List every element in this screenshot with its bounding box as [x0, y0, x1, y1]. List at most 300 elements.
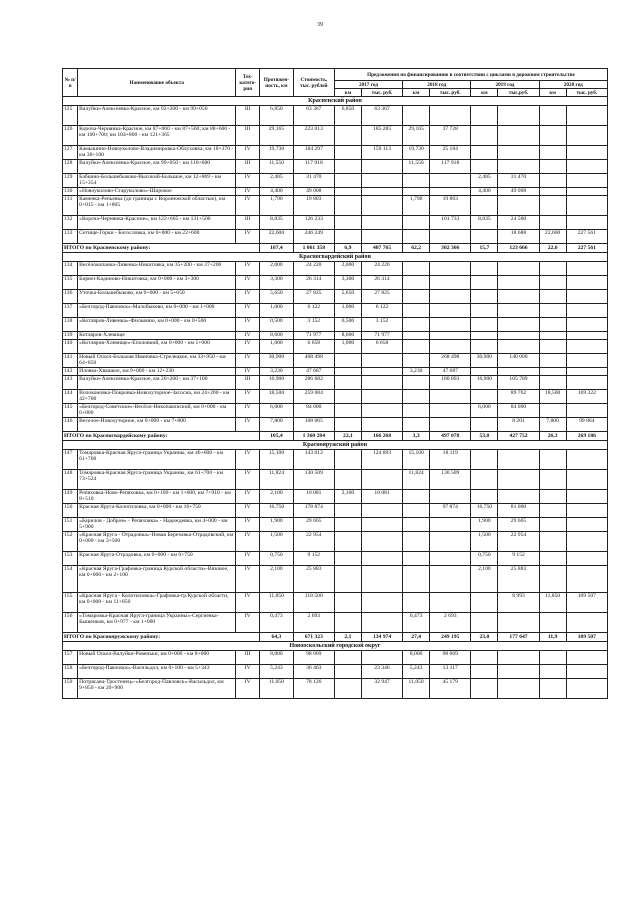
length-value: 1,000 [260, 340, 294, 354]
financing-y20r [566, 679, 607, 699]
financing-y18r [430, 332, 471, 340]
table-row [63, 188, 608, 196]
financing-y20km [539, 276, 566, 290]
financing-y17km [334, 146, 361, 160]
financing-y17r [361, 390, 402, 404]
object-name: Красная Яруга-Колотиловка, км 0+000 - км 16+750 [78, 504, 236, 518]
total-y17r: 407 765 [361, 244, 402, 253]
financing-y18r: 117 918 [430, 160, 471, 174]
financing-y20km [539, 613, 566, 633]
financing-y17km: 2,100 [334, 490, 361, 504]
financing-y17r [361, 404, 402, 418]
financing-y20km [539, 532, 566, 552]
tech-category: III [236, 651, 260, 665]
length-value: 2,100 [260, 566, 294, 593]
financing-y20r [566, 518, 607, 532]
row-number: 151 [63, 518, 78, 532]
header-name: Наименование объекта [78, 69, 236, 97]
table-row [63, 196, 608, 216]
total-label: ИТОГО по Красногвардейскому району: [63, 432, 260, 441]
table-row [63, 276, 608, 290]
object-name: «Белгород-Павловск»-Васильдол, км 0+100 - км 5+343 [78, 665, 236, 679]
financing-y20km [539, 106, 566, 126]
financing-y19km [471, 450, 498, 470]
financing-y19r [498, 340, 539, 354]
table-row [63, 262, 608, 276]
row-number: 150 [63, 504, 78, 518]
financing-y18r [430, 106, 471, 126]
cost-value: 2 693 [293, 613, 334, 633]
financing-y20r [566, 376, 607, 390]
financing-y17r [361, 174, 402, 188]
tech-category: IV [236, 490, 260, 504]
financing-y19r: 84 000 [498, 404, 539, 418]
cost-value: 29 665 [293, 518, 334, 532]
cost-value: 24 220 [293, 262, 334, 276]
row-number: 133 [63, 230, 78, 244]
tech-category: IV [236, 450, 260, 470]
financing-y19km [471, 146, 498, 160]
financing-y19r: 140 000 [498, 354, 539, 368]
financing-y19r: 105 789 [498, 376, 539, 390]
object-name: Каменка-Репьевка (до границы с Воронежской областью), км 0+015 - км 1+805 [78, 196, 236, 216]
financing-y19r: 25 883 [498, 566, 539, 593]
cost-value: 71 977 [293, 332, 334, 340]
length-value: 1,900 [260, 518, 294, 532]
financing-y20r [566, 552, 607, 566]
section-header [63, 97, 608, 106]
financing-y17r [361, 552, 402, 566]
cost-value: 25 883 [293, 566, 334, 593]
financing-y20km: 22,600 [539, 230, 566, 244]
financing-y18km [403, 552, 430, 566]
length-value: 19,730 [260, 146, 294, 160]
row-number: 128 [63, 160, 78, 174]
cost-value: 63 367 [293, 106, 334, 126]
financing-y18km [403, 188, 430, 196]
financing-y18r: 45 179 [430, 679, 471, 699]
financing-y17r [361, 188, 402, 196]
object-name: Веселое-Новохуторное, км 0+000 - км 7+800 [78, 418, 236, 432]
tech-category: IV [236, 174, 260, 188]
financing-y19km [471, 332, 498, 340]
table-row [63, 340, 608, 354]
financing-y19km [471, 665, 498, 679]
financing-y17km: 8,600 [334, 332, 361, 340]
table-row [63, 160, 608, 174]
financing-y18km [403, 216, 430, 230]
cost-value: 22 954 [293, 532, 334, 552]
total-y17r: 166 268 [361, 432, 402, 441]
cost-value: 78 126 [293, 679, 334, 699]
length-value: 2,100 [260, 490, 294, 504]
table-row [63, 146, 608, 160]
section-title: Краснояружский район [63, 441, 608, 450]
financing-y20r [566, 188, 607, 196]
financing-y18km [403, 174, 430, 188]
length-value: 8,835 [260, 216, 294, 230]
financing-y17r [361, 216, 402, 230]
financing-y18r [430, 290, 471, 304]
financing-y20km [539, 504, 566, 518]
financing-y17km [334, 368, 361, 376]
tech-category: IV [236, 552, 260, 566]
financing-y17r [361, 354, 402, 368]
total-y19r: 123 666 [498, 244, 539, 253]
object-name: Репяховка-Ново-Репяховка, км 0+100 - км 1+600, км 7+910 - км 8+510 [78, 490, 236, 504]
financing-y18km [403, 504, 430, 518]
financing-y17r: 23 346 [361, 665, 402, 679]
total-y20r: 227 561 [566, 244, 607, 253]
total-cost: 1 360 284 [293, 432, 334, 441]
financing-y17km [334, 160, 361, 174]
financing-y17r: 26 314 [361, 276, 402, 290]
table-row [63, 490, 608, 504]
cost-value: 26 314 [293, 276, 334, 290]
total-y19r: 427 752 [498, 432, 539, 441]
financing-y17km [334, 613, 361, 633]
cost-value: 47 687 [293, 368, 334, 376]
length-value: 8,600 [260, 332, 294, 340]
length-value: 0,750 [260, 552, 294, 566]
financing-y20r [566, 651, 607, 665]
length-value: 8,000 [260, 651, 294, 665]
total-y18r: 302 366 [430, 244, 471, 253]
tech-category: IV [236, 390, 260, 404]
tech-category: IV [236, 318, 260, 332]
object-name: «Красная Яруга - Отрадовка»-Новая Березовка-Отрадовский, км 0+000 - км 3+500 [78, 532, 236, 552]
tech-category: IV [236, 532, 260, 552]
header-rub: тыс. руб. [361, 89, 402, 97]
financing-y18r: 130 509 [430, 470, 471, 490]
row-number: 129 [63, 174, 78, 188]
financing-y18km [403, 390, 430, 404]
object-name: «Томаровка-Красная Яруга-граница Украины»-Сергиевка-Бышенков, км 0+977 - км 1+000 [78, 613, 236, 633]
object-name: Красная Яруга-Отрадовка, км 0+000 - км 0+750 [78, 552, 236, 566]
total-y17km: 6,9 [334, 244, 361, 253]
financing-y18r: 98 069 [430, 651, 471, 665]
object-name: Потрясаец-Тростенец»-«Белгород-Павловск»-Васильдол, км 9+850 - км 20+900 [78, 679, 236, 699]
financing-y19r [498, 160, 539, 174]
object-name: Новый Оскол-Валуйки-Ровеньки, км 0+000 - км 8+000 [78, 651, 236, 665]
row-number: 146 [63, 418, 78, 432]
financing-y17r [361, 160, 402, 174]
table-row [63, 518, 608, 532]
financing-y17r: 6 122 [361, 304, 402, 318]
financing-y19km: 16,750 [471, 504, 498, 518]
financing-y17km [334, 679, 361, 699]
financing-y18r: 25 184 [430, 146, 471, 160]
total-y19km: 15,7 [471, 244, 498, 253]
financing-y19km [471, 418, 498, 432]
financing-y20r [566, 613, 607, 633]
header-year-2018: 2018 год [403, 81, 471, 89]
financing-y18r [430, 230, 471, 244]
financing-y20r [566, 566, 607, 593]
financing-y17km [334, 504, 361, 518]
length-value: 1,000 [260, 304, 294, 318]
financing-y20km [539, 518, 566, 532]
financing-y19r [498, 146, 539, 160]
financing-y17km [334, 196, 361, 216]
object-name: Томаровка-Красная Яруга-граница Украины, км 46+600 - км 61+700 [78, 450, 236, 470]
financing-y20r: 99 864 [566, 418, 607, 432]
financing-y17r: 10 081 [361, 490, 402, 504]
financing-y20km [539, 376, 566, 390]
financing-y18km [403, 262, 430, 276]
tech-category: IV [236, 304, 260, 318]
header-rub: тыс. руб. [430, 89, 471, 97]
length-value: 3,300 [260, 276, 294, 290]
financing-y18km [403, 404, 430, 418]
financing-y18km: 3,230 [403, 368, 430, 376]
financing-y17km [334, 376, 361, 390]
total-y18r: 249 195 [430, 633, 471, 642]
financing-y19km [471, 613, 498, 633]
cost-value: 184 297 [293, 146, 334, 160]
financing-y17km [334, 532, 361, 552]
financing-y20r [566, 262, 607, 276]
financing-y18km [403, 332, 430, 340]
cost-value: 36 463 [293, 665, 334, 679]
table-row [63, 651, 608, 665]
object-name: «Барилов - Доброе» - Репяховка» - Надеждевка, км 4+000 - км 5+900 [78, 518, 236, 532]
financing-y17km [334, 354, 361, 368]
financing-y20r [566, 304, 607, 318]
financing-y20km [539, 651, 566, 665]
table-row [63, 532, 608, 552]
cost-value: 49 008 [293, 188, 334, 196]
table-row [63, 368, 608, 376]
financing-y18r: 18 119 [430, 450, 471, 470]
financing-y18r: 19 803 [430, 196, 471, 216]
financing-y20km [539, 262, 566, 276]
financing-y19r: 24 500 [498, 216, 539, 230]
length-value: 2,000 [260, 262, 294, 276]
financing-y19km [471, 230, 498, 244]
tech-category: IV [236, 613, 260, 633]
financing-y17km [334, 552, 361, 566]
object-name: «Белгород-Павловск»-Малобыково, км 0+000 - км 1+000 [78, 304, 236, 318]
financing-y17r: 24 220 [361, 262, 402, 276]
total-y18km: 27,4 [403, 633, 430, 642]
financing-y18r [430, 532, 471, 552]
financing-y17r: 32 947 [361, 679, 402, 699]
financing-y19km: 1,500 [471, 532, 498, 552]
total-length: 107,4 [260, 244, 294, 253]
financing-y19r [498, 679, 539, 699]
header-km: км [539, 89, 566, 97]
length-value: 7,800 [260, 418, 294, 432]
financing-y18km [403, 304, 430, 318]
table-row [63, 376, 608, 390]
financing-y18r [430, 593, 471, 613]
financing-y17r [361, 196, 402, 216]
financing-y18km [403, 290, 430, 304]
object-name: Томаровка-Красная Яруга-граница Украины, км 61+700 - км 73+524 [78, 470, 236, 490]
financing-y20km: 18,500 [539, 390, 566, 404]
section-title: Красненский район [63, 97, 608, 106]
financing-y20r [566, 340, 607, 354]
financing-y20km [539, 566, 566, 593]
object-name: «Красная Яруга - Колотиловка»-Графовка-гр.Курской области, км 0+000 - км 11+850 [78, 593, 236, 613]
length-value: 29,165 [260, 126, 294, 146]
total-y20r: 269 186 [566, 432, 607, 441]
header-rub: тыс. руб. [566, 89, 607, 97]
financing-y19km: 6,000 [471, 404, 498, 418]
financing-y18km [403, 354, 430, 368]
object-name: Новый Оскол-Большая Ивановка-Стрелецкое, км 33+950 - км 64+850 [78, 354, 236, 368]
cost-value: 98 069 [293, 651, 334, 665]
total-y17r: 134 974 [361, 633, 402, 642]
financing-y19km [471, 126, 498, 146]
object-name: Котляров-Хлевище [78, 332, 236, 340]
table-row [63, 332, 608, 340]
financing-y18r: 47 687 [430, 368, 471, 376]
row-number: 148 [63, 470, 78, 490]
financing-y19r [498, 470, 539, 490]
financing-y18r [430, 318, 471, 332]
object-name: Иловка-Хвашкое, км 9+000 - км 12+230 [78, 368, 236, 376]
financing-y17km [334, 230, 361, 244]
financing-y20r [566, 196, 607, 216]
tech-category: III [236, 126, 260, 146]
object-name: Короча-Чернянка-Красное, км 87+060 - км 87+560; км 88+600 - км 100+700; км 104+800 - км 121+365 [78, 126, 236, 146]
length-value: 4,400 [260, 188, 294, 196]
total-label: ИТОГО по Красненскому району: [63, 244, 260, 253]
financing-y18km: 11,824 [403, 470, 430, 490]
total-cost: 671 323 [293, 633, 334, 642]
total-length: 105,4 [260, 432, 294, 441]
cost-value: 130 509 [293, 470, 334, 490]
object-name: «Короча-Чернянка-Красное», км 122+665 - км 131+500 [78, 216, 236, 230]
financing-y20km: 7,800 [539, 418, 566, 432]
financing-y19km [471, 340, 498, 354]
table-row [63, 174, 608, 188]
financing-y17km [334, 651, 361, 665]
length-value: 22,600 [260, 230, 294, 244]
financing-y18km: 5,243 [403, 665, 430, 679]
table-row [63, 679, 608, 699]
table-body [63, 97, 608, 699]
financing-y18r [430, 276, 471, 290]
financing-y18r [430, 188, 471, 196]
cost-value: 408 498 [293, 354, 334, 368]
financing-y20km [539, 552, 566, 566]
table-row [63, 126, 608, 146]
header-year-2017: 2017 год [334, 81, 402, 89]
tech-category: IV [236, 679, 260, 699]
financing-y20r [566, 665, 607, 679]
financing-y18km: 11,550 [403, 160, 430, 174]
row-number: 136 [63, 290, 78, 304]
financing-y19km [471, 593, 498, 613]
financing-y20r [566, 146, 607, 160]
table-row [63, 354, 608, 368]
row-number: 155 [63, 593, 78, 613]
financing-table [62, 68, 608, 699]
financing-y20r [566, 276, 607, 290]
row-number: 137 [63, 304, 78, 318]
tech-category: IV [236, 518, 260, 532]
financing-y18r: 13 117 [430, 665, 471, 679]
financing-y17km [334, 450, 361, 470]
financing-y20km [539, 368, 566, 376]
financing-y18km [403, 532, 430, 552]
financing-y19km [471, 262, 498, 276]
length-value: 18,500 [260, 390, 294, 404]
financing-y17km [334, 418, 361, 432]
total-y19km: 53,8 [471, 432, 498, 441]
financing-y20r [566, 106, 607, 126]
financing-y20km [539, 290, 566, 304]
financing-y19r [498, 290, 539, 304]
financing-y20km [539, 318, 566, 332]
row-number: 130 [63, 188, 78, 196]
financing-y18r [430, 566, 471, 593]
financing-y17km [334, 390, 361, 404]
cost-value: 84 000 [293, 404, 334, 418]
section-header [63, 441, 608, 450]
tech-category: IV [236, 276, 260, 290]
financing-y20km [539, 304, 566, 318]
object-name: Сетище-Горки - Богословка, км 0+000 - км 22+600 [78, 230, 236, 244]
financing-y17r [361, 532, 402, 552]
total-y19km: 23,0 [471, 633, 498, 642]
financing-y19r [498, 651, 539, 665]
tech-category: IV [236, 593, 260, 613]
cost-value: 286 682 [293, 376, 334, 390]
table-row [63, 566, 608, 593]
financing-y19r [498, 665, 539, 679]
financing-y20r: 109 507 [566, 593, 607, 613]
cost-value: 143 012 [293, 450, 334, 470]
row-number: 140 [63, 340, 78, 354]
tech-category: IV [236, 665, 260, 679]
object-name: Валуйки-Алексеевка-Красное, км 92+200 - км 99+050 [78, 106, 236, 126]
table-row [63, 450, 608, 470]
row-number: 157 [63, 651, 78, 665]
financing-y18km [403, 340, 430, 354]
tech-category: IV [236, 196, 260, 216]
cost-value: 223 013 [293, 126, 334, 146]
financing-y19km [471, 106, 498, 126]
financing-y19r: 8 993 [498, 593, 539, 613]
financing-y18km: 29,165 [403, 126, 430, 146]
row-number: 149 [63, 490, 78, 504]
financing-y17km [334, 126, 361, 146]
financing-y19km [471, 290, 498, 304]
cost-value: 9 152 [293, 552, 334, 566]
financing-y20km: 11,850 [539, 593, 566, 613]
header-km: км [334, 89, 361, 97]
financing-y20km [539, 470, 566, 490]
financing-y20km [539, 188, 566, 196]
row-number: 141 [63, 354, 78, 368]
financing-y20km [539, 665, 566, 679]
row-number: 127 [63, 146, 78, 160]
tech-category: IV [236, 146, 260, 160]
length-value: 5,650 [260, 290, 294, 304]
header-num: № п/п [63, 69, 78, 97]
financing-y18km [403, 106, 430, 126]
financing-y20r [566, 160, 607, 174]
financing-y17r [361, 566, 402, 593]
financing-y19r [498, 196, 539, 216]
row-number: 134 [63, 262, 78, 276]
tech-category: IV [236, 230, 260, 244]
total-y18km: 62,2 [403, 244, 430, 253]
